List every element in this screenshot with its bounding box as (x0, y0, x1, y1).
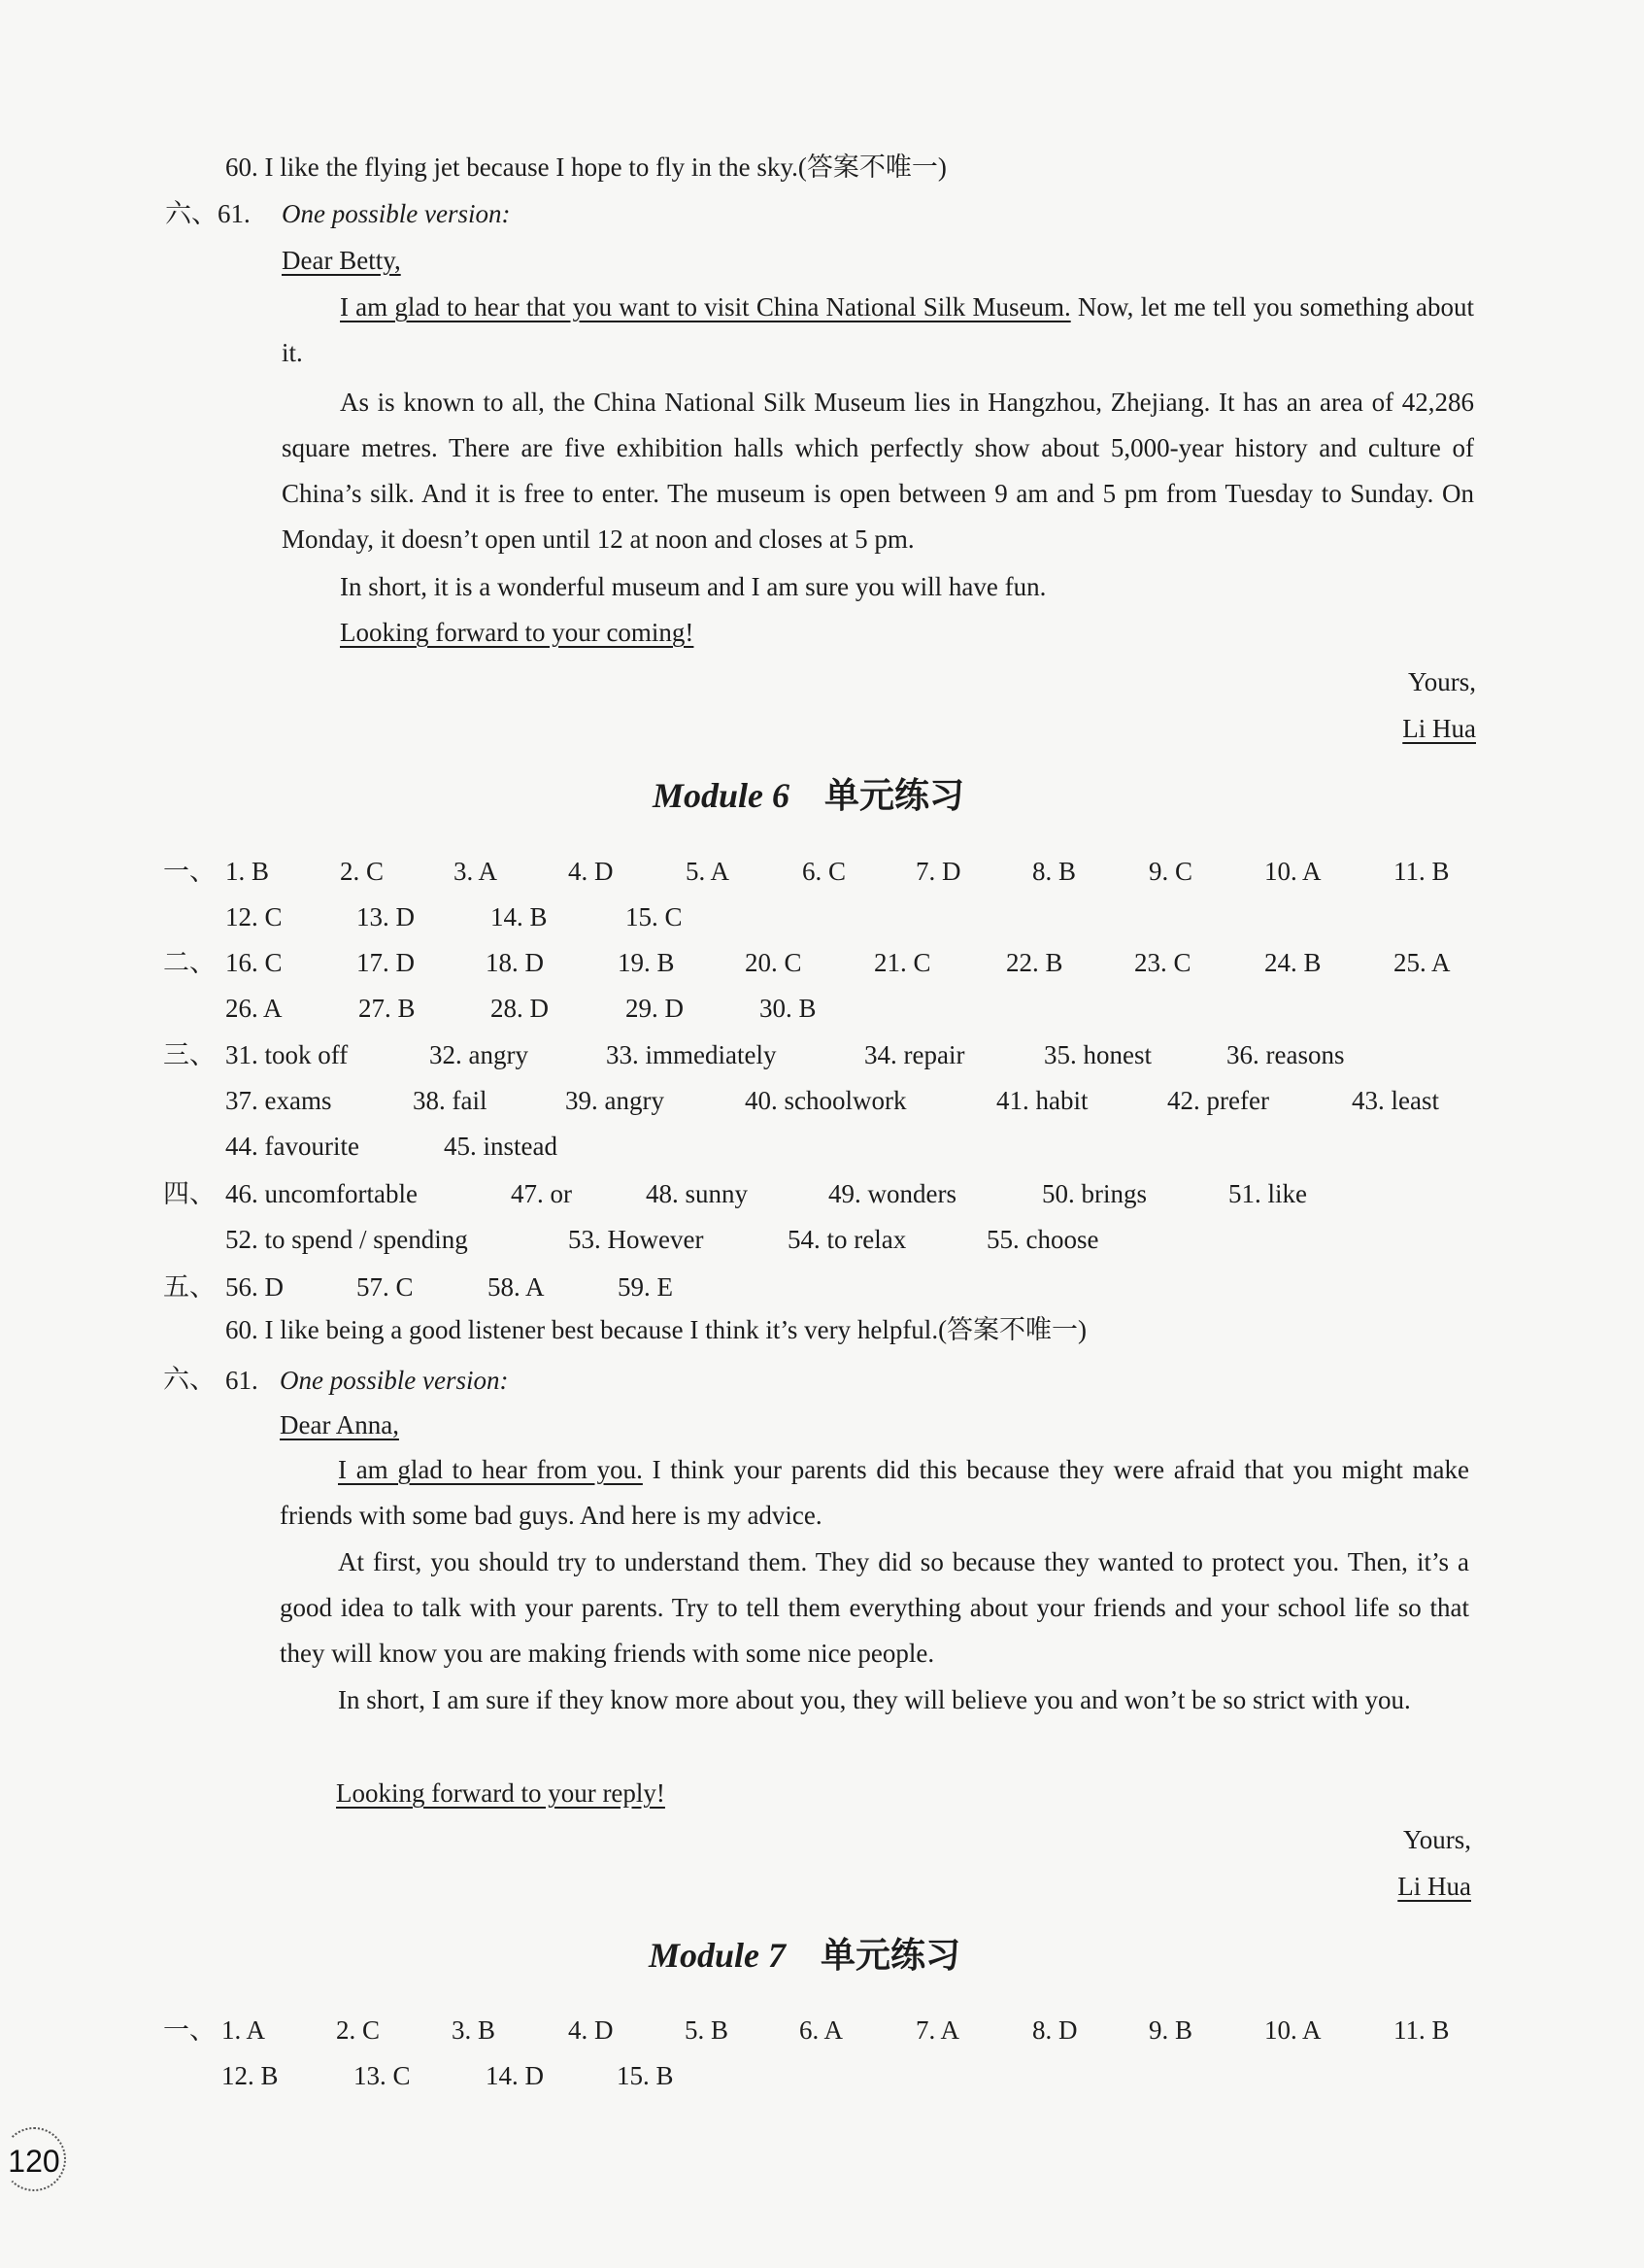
answer-item: 20. C (745, 948, 802, 977)
answer-item: 1. B (225, 857, 270, 886)
answer-item: 6. C (802, 857, 847, 886)
answer-item: 8. D (1032, 2015, 1078, 2045)
answer-item: 23. C (1134, 948, 1191, 977)
page-number: 120 (2, 2127, 66, 2191)
section-6-label: 六、61. (165, 199, 251, 228)
module-6-section-2 (0, 940, 1644, 1032)
answer-item: 38. fail (413, 1086, 487, 1115)
module-6-question-61-label: 61. (225, 1366, 258, 1395)
answer-item: 4. D (568, 857, 614, 886)
answer-item: 40. schoolwork (745, 1086, 907, 1115)
module-6-section-1-label: 一、 (163, 857, 216, 886)
answer-row (0, 1032, 1644, 1078)
answer-row (0, 2053, 1644, 2099)
answer-item: 44. favourite (225, 1132, 359, 1161)
answer-item: 22. B (1006, 948, 1063, 977)
answer-item: 57. C (356, 1272, 414, 1302)
answer-item: 25. A (1393, 948, 1451, 977)
answer-item: 18. D (486, 948, 544, 977)
answer-item: 1. A (221, 2015, 266, 2045)
answer-item: 13. C (353, 2061, 411, 2090)
module-6-letter-greeting: Dear Anna, (280, 1410, 399, 1439)
answer-item: 26. A (225, 994, 283, 1023)
answer-item: 9. C (1149, 857, 1193, 886)
answer-item: 28. D (490, 994, 549, 1023)
answer-item: 41. habit (996, 1086, 1089, 1115)
module-7-section-1 (0, 2008, 1644, 2099)
answer-item: 27. B (358, 994, 416, 1023)
answer-item: 55. choose (987, 1225, 1099, 1254)
answer-item: 11. B (1393, 2015, 1450, 2045)
module-6-section-4 (0, 1171, 1644, 1263)
answer-item: 59. E (618, 1272, 673, 1302)
answer-item: 32. angry (429, 1040, 528, 1069)
module-6-section-4-label: 四、 (163, 1179, 216, 1208)
answer-item: 11. B (1393, 857, 1450, 886)
answer-item: 9. B (1149, 2015, 1193, 2045)
answer-item: 15. B (617, 2061, 674, 2090)
answer-item: 47. or (511, 1179, 572, 1208)
answer-item: 6. A (799, 2015, 844, 2045)
answer-item: 19. B (618, 948, 675, 977)
answer-row (0, 895, 1644, 940)
letter-paragraph-1-rest: Now, let me tell you something about it. (282, 292, 1475, 367)
answer-item: 52. to spend / spending (225, 1225, 468, 1254)
module-7-subtitle: 单元练习 (821, 1936, 961, 1975)
answer-item: 36. reasons (1226, 1040, 1345, 1069)
module-7-title: Module 7 (649, 1936, 787, 1975)
answer-item: 48. sunny (646, 1179, 749, 1208)
answer-item: 49. wonders (828, 1179, 956, 1208)
module-6-letter-paragraph-1 (280, 1447, 1469, 1539)
module-7-section-1-label: 一、 (163, 2015, 216, 2045)
letter-paragraph-1 (282, 285, 1474, 376)
answer-item: 3. B (452, 2015, 496, 2045)
letter-signature: Li Hua (1402, 714, 1476, 743)
answer-item: 14. D (486, 2061, 544, 2090)
module-6-section-3 (0, 1032, 1644, 1169)
letter-yours: Yours, (1407, 667, 1476, 696)
answer-item: 21. C (874, 948, 931, 977)
answer-item: 14. B (490, 902, 548, 931)
answer-item: 45. instead (444, 1132, 557, 1161)
module-6-section-1 (0, 849, 1644, 940)
module-6-letter-paragraph-2: At first, you should try to understand them. They did so because they wanted to protect you. Then, it’s a good idea to talk with your parents. Try to tell them everything about your friends and your school life so that they will know you are making friends with some nice people. (280, 1547, 1469, 1668)
answer-item: 29. D (625, 994, 684, 1023)
answer-item: 39. angry (565, 1086, 664, 1115)
module-6-section-3-label: 三、 (163, 1040, 216, 1069)
module-6-letter-opening-sentence: I am glad to hear from you. (338, 1455, 643, 1484)
answer-row (0, 986, 1644, 1032)
module-6-letter-paragraph-1-rest: I think your parents did this because they were afraid that you might make friends with some bad guys. And here is my advice. (280, 1455, 1470, 1530)
answer-item: 35. honest (1044, 1040, 1152, 1069)
answer-row (0, 1265, 1644, 1310)
answer-item: 2. C (336, 2015, 381, 2045)
letter-opening-sentence: I am glad to hear that you want to visit China National Silk Museum. (340, 292, 1071, 322)
answer-item: 46. uncomfortable (225, 1179, 418, 1208)
module-6-possible-version-label: One possible version: (280, 1366, 509, 1395)
module-6-question-60-answer: 60. I like being a good listener best because I think it’s very helpful.(答案不唯一) (225, 1315, 1088, 1344)
answer-item: 15. C (625, 902, 683, 931)
answer-row (0, 849, 1644, 895)
answer-row (0, 940, 1644, 986)
answer-item: 42. prefer (1167, 1086, 1269, 1115)
letter-paragraph-3: In short, it is a wonderful museum and I am sure you will have fun. (340, 572, 1047, 601)
answer-item: 7. A (916, 2015, 960, 2045)
module-6-section-2-label: 二、 (163, 948, 216, 977)
answer-item: 30. B (759, 994, 817, 1023)
answer-item: 12. B (221, 2061, 279, 2090)
module-6-section-5 (0, 1265, 1644, 1310)
answer-item: 51. like (1228, 1179, 1307, 1208)
answer-row (0, 1217, 1644, 1263)
question-60-answer: 60. I like the flying jet because I hope to fly in the sky.(答案不唯一) (225, 152, 947, 182)
module-6-heading (653, 774, 964, 817)
answer-item: 31. took off (225, 1040, 349, 1069)
answer-item: 24. B (1264, 948, 1322, 977)
module-6-letter-paragraph-3: In short, I am sure if they know more about you, they will believe you and won’t be so strict with you. (338, 1685, 1411, 1714)
answer-item: 54. to relax (788, 1225, 907, 1254)
answer-item: 34. repair (864, 1040, 965, 1069)
possible-version-label: One possible version: (282, 199, 511, 228)
answer-item: 5. A (686, 857, 730, 886)
answer-row (0, 1171, 1644, 1217)
module-6-title: Module 6 (653, 776, 790, 815)
answer-item: 13. D (356, 902, 415, 931)
module-6-section-5-label: 五、 (163, 1272, 216, 1302)
answer-item: 2. C (340, 857, 385, 886)
answer-item: 33. immediately (606, 1040, 777, 1069)
answer-item: 8. B (1032, 857, 1077, 886)
answer-row (0, 1124, 1644, 1169)
answer-item: 5. B (685, 2015, 729, 2045)
module-7-heading (649, 1934, 960, 1977)
module-6-letter-closing: Looking forward to your reply! (336, 1778, 665, 1808)
answer-item: 3. A (453, 857, 498, 886)
answer-item: 56. D (225, 1272, 284, 1302)
answer-item: 12. C (225, 902, 283, 931)
answer-item: 10. A (1264, 2015, 1322, 2045)
answer-item: 50. brings (1042, 1179, 1147, 1208)
answer-item: 43. least (1352, 1086, 1439, 1115)
letter-greeting: Dear Betty, (282, 246, 401, 275)
answer-item: 16. C (225, 948, 283, 977)
answer-item: 10. A (1264, 857, 1322, 886)
answer-item: 17. D (356, 948, 415, 977)
module-6-letter-yours: Yours, (1402, 1825, 1471, 1854)
answer-item: 7. D (916, 857, 961, 886)
module-6-section-6-label: 六、 (163, 1365, 216, 1394)
module-6-subtitle: 单元练习 (824, 776, 965, 815)
letter-paragraph-2: As is known to all, the China National Silk Museum lies in Hangzhou, Zhejiang. It has an area of 42,286 square metres. There are five exhibition halls which perfectly show about 5,000-year history and culture of China’s silk. And it is free to enter. The museum is open between 9 am and 5 pm from Tuesday to Sunday. On Monday, it doesn’t open until 12 at noon and closes at 5 pm. (282, 388, 1474, 554)
letter-closing: Looking forward to your coming! (340, 618, 694, 647)
answer-row (0, 2008, 1644, 2053)
answer-item: 4. D (568, 2015, 614, 2045)
answer-row (0, 1078, 1644, 1124)
answer-item: 58. A (487, 1272, 545, 1302)
module-6-letter-signature: Li Hua (1397, 1872, 1471, 1901)
answer-item: 37. exams (225, 1086, 332, 1115)
answer-item: 53. However (568, 1225, 704, 1254)
